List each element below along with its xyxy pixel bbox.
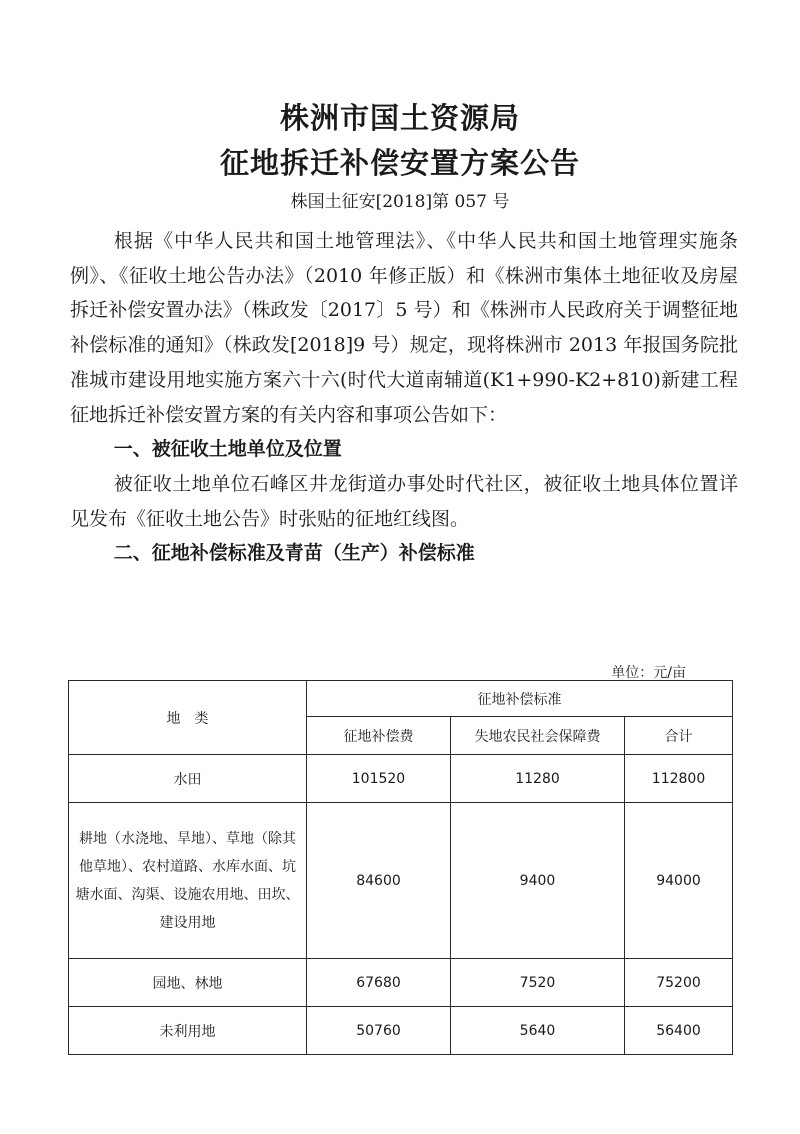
header-land-type: 地 类: [69, 681, 307, 755]
intro-paragraph: 根据《中华人民共和国土地管理法》、《中华人民共和国土地管理实施条例》、《征收土地公告办法》（2010 年修正版）和《株洲市集体土地征收及房屋拆迁补偿安置办法》（株政发〔2017〕5 号）和《株洲市人民政府关于调整征地补偿标准的通知》（株政发[2018]9 号）规定，现将株洲市 2013 年报国务院批准城市建设用地实施方案六十六(时代大道南辅道(K1+990-K2+810)新建工程征地拆迁补偿安置方案的有关内容和事项公告如下：: [70, 230, 738, 426]
cell-social-security-fee: 5640: [451, 1007, 625, 1055]
cell-compensation-fee: 84600: [307, 803, 451, 959]
section1-heading: 一、被征收土地单位及位置: [113, 438, 342, 461]
table-row: [69, 755, 733, 803]
document-number: 株国土征安[2018]第 057 号: [290, 192, 510, 212]
cell-social-security-fee: 9400: [451, 803, 625, 959]
table-row: [69, 959, 733, 1007]
section2-heading: 二、征地补偿标准及青苗（生产）补偿标准: [113, 542, 475, 565]
cell-social-security-fee: 11280: [451, 755, 625, 803]
cell-land-type: 未利用地: [69, 1007, 307, 1055]
header-total: 合计: [625, 717, 733, 755]
unit-note: 单位：元/亩: [611, 665, 686, 681]
table-row: [69, 1007, 733, 1055]
cell-social-security-fee: 7520: [451, 959, 625, 1007]
section1-paragraph: 被征收土地单位石峰区井龙街道办事处时代社区，被征收土地具体位置详见发布《征收土地公告》时张贴的征地红线图。: [70, 472, 738, 530]
cell-land-type: 园地、林地: [69, 959, 307, 1007]
header-compensation-standard: 征地补偿标准: [307, 681, 733, 717]
issuer-title: 株洲市国土资源局: [279, 101, 520, 135]
cell-compensation-fee: 101520: [307, 755, 451, 803]
cell-total: 94000: [625, 803, 733, 959]
table-row: [69, 803, 733, 959]
document-body: [70, 224, 738, 571]
announcement-title: 征地拆迁补偿安置方案公告: [219, 146, 580, 180]
cell-compensation-fee: 50760: [307, 1007, 451, 1055]
cell-total: 75200: [625, 959, 733, 1007]
header-compensation-fee: 征地补偿费: [307, 717, 451, 755]
compensation-table: [68, 680, 733, 1055]
cell-land-type: 水田: [69, 755, 307, 803]
cell-total: 112800: [625, 755, 733, 803]
cell-land-type: 耕地（水浇地、旱地）、草地（除其他草地）、农村道路、水库水面、坑塘水面、沟渠、设施农用地、田坎、建设用地: [69, 803, 307, 959]
header-social-security-fee: 失地农民社会保障费: [451, 717, 625, 755]
cell-compensation-fee: 67680: [307, 959, 451, 1007]
cell-total: 56400: [625, 1007, 733, 1055]
